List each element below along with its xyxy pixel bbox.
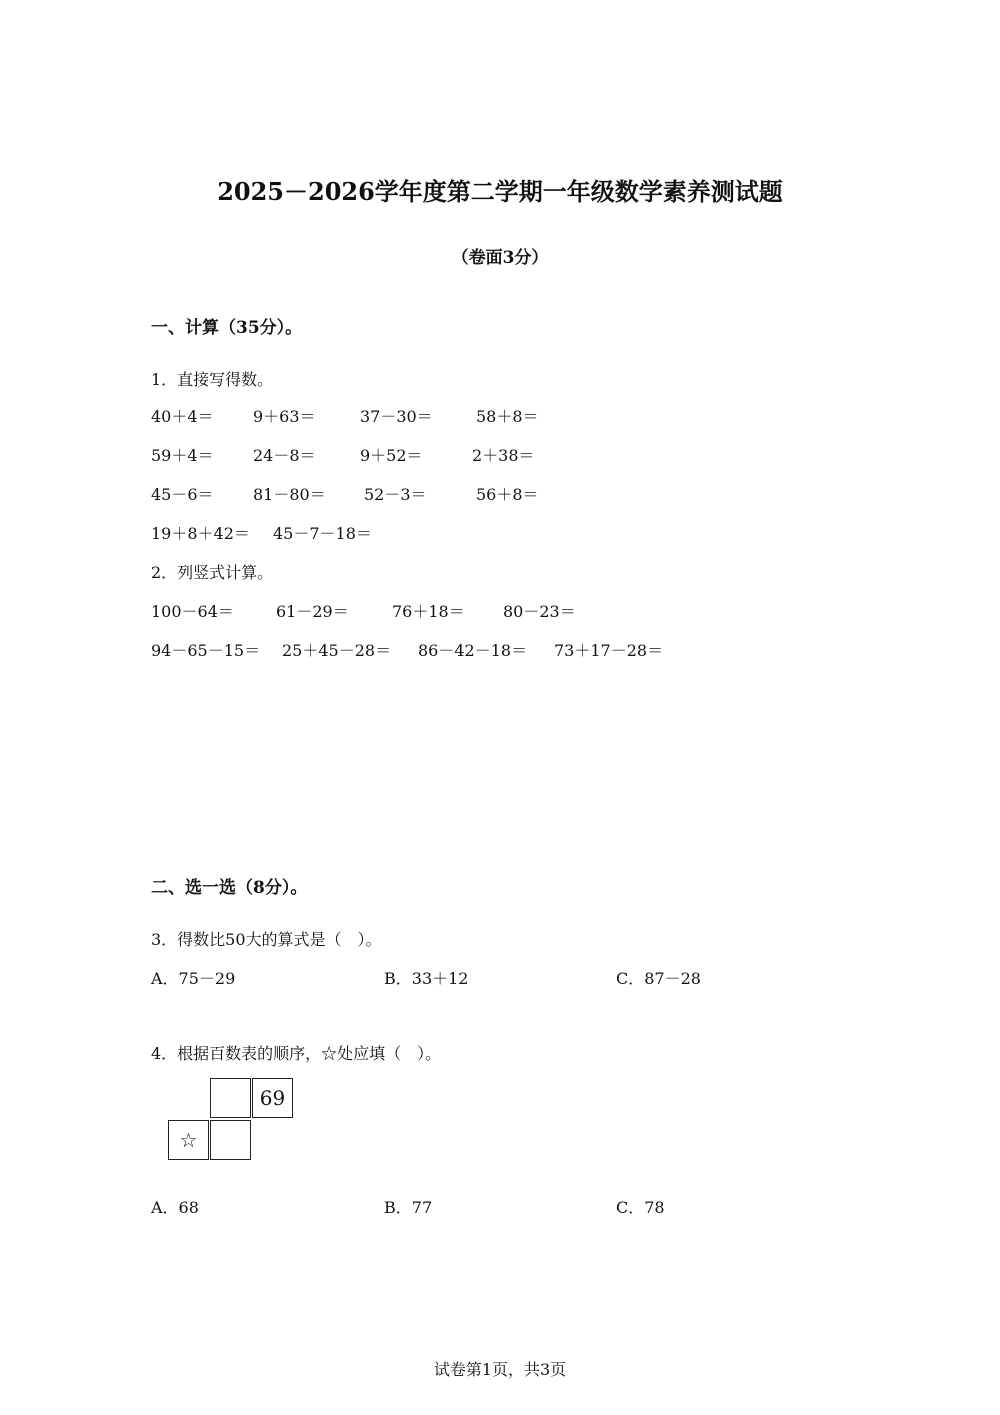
q3-option-c: C．87－28 <box>616 969 701 988</box>
problem: 61－29＝ <box>276 602 349 621</box>
question-1-label: 1．直接写得数。 <box>151 370 274 389</box>
q3-option-a: A．75－29 <box>151 969 236 988</box>
question-4-label: 4．根据百数表的顺序，☆处应填（ ）。 <box>151 1044 442 1063</box>
q4-option-c: C．78 <box>616 1198 665 1217</box>
problem: 37－30＝ <box>360 407 433 426</box>
grid-cell-69: 69 <box>252 1078 293 1118</box>
problem: 100－64＝ <box>151 602 234 621</box>
problem: 25＋45－28＝ <box>282 641 392 660</box>
problem: 40＋4＝ <box>151 407 214 426</box>
hundred-chart-grid <box>168 1078 298 1164</box>
problem: 19＋8＋42＝ <box>151 524 250 543</box>
q4-option-a: A．68 <box>151 1198 199 1217</box>
exam-title: 2025－2026学年度第二学期一年级数学素养测试题 <box>217 177 783 206</box>
q3-option-b: B．33＋12 <box>384 969 469 988</box>
problem: 52－3＝ <box>364 485 427 504</box>
problem: 24－8＝ <box>253 446 316 465</box>
problem: 56＋8＝ <box>476 485 539 504</box>
star-icon: ☆ <box>168 1120 209 1160</box>
problem: 73＋17－28＝ <box>554 641 664 660</box>
exam-subtitle: （卷面3分） <box>451 248 549 268</box>
section-2-heading: 二、选一选（8分）。 <box>151 878 308 898</box>
problem: 2＋38＝ <box>472 446 535 465</box>
grid-cell-empty <box>210 1078 251 1118</box>
problem: 76＋18＝ <box>392 602 465 621</box>
problem: 45－7－18＝ <box>273 524 372 543</box>
problem: 9＋52＝ <box>360 446 423 465</box>
question-2-label: 2．列竖式计算。 <box>151 563 274 582</box>
problem: 94－65－15＝ <box>151 641 261 660</box>
problem: 86－42－18＝ <box>418 641 528 660</box>
grid-cell-empty <box>210 1120 251 1160</box>
problem: 9＋63＝ <box>253 407 316 426</box>
problem: 59＋4＝ <box>151 446 214 465</box>
problem: 45－6＝ <box>151 485 214 504</box>
question-3-label: 3．得数比50大的算式是（ ）。 <box>151 930 382 949</box>
section-1-heading: 一、计算（35分）。 <box>151 318 303 338</box>
problem: 80－23＝ <box>503 602 576 621</box>
problem: 58＋8＝ <box>476 407 539 426</box>
q4-option-b: B．77 <box>384 1198 433 1217</box>
problem: 81－80＝ <box>253 485 326 504</box>
page-footer: 试卷第1页，共3页 <box>433 1360 567 1379</box>
